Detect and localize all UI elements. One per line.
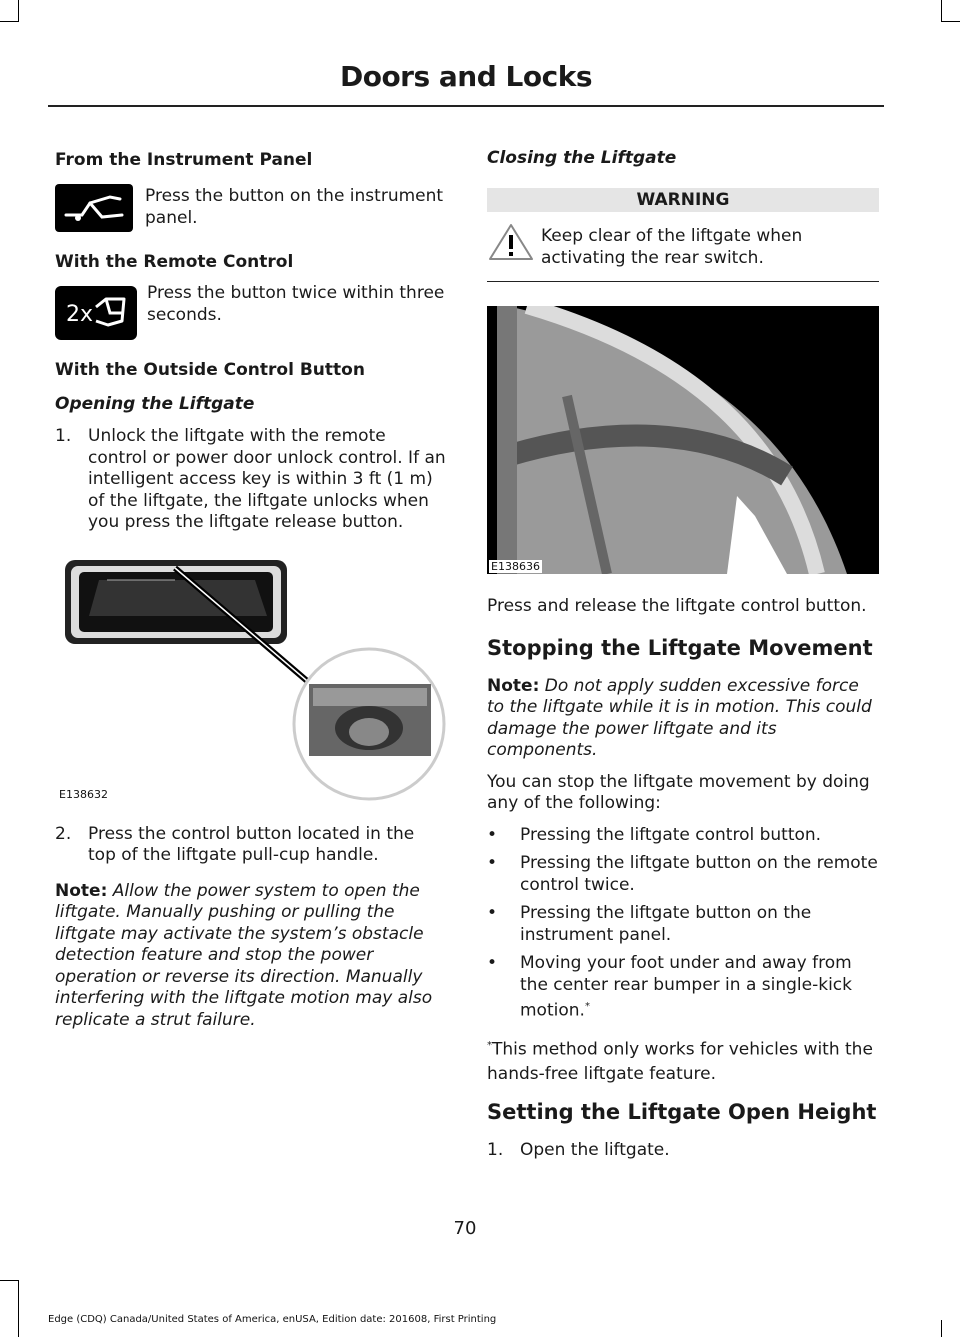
instrument-text: Press the button on the instrument panel. (145, 186, 444, 228)
figure-code: E138632 (59, 787, 108, 801)
remote-instruction (55, 283, 447, 340)
stop-intro: You can stop the liftgate movement by doing any of the following: (487, 771, 870, 813)
header-rule (48, 105, 884, 107)
list-item: • Pressing the liftgate control button. (487, 825, 879, 847)
crop-mark (941, 21, 960, 22)
remote-liftgate-icon (55, 286, 137, 340)
opening-steps (55, 426, 447, 534)
height-steps (487, 1140, 879, 1162)
handle-illustration (55, 556, 447, 808)
warning-title: WARNING (487, 188, 879, 212)
crop-mark (941, 0, 942, 22)
height-heading: Setting the Liftgate Open Height (487, 1099, 877, 1124)
warning-icon (487, 222, 535, 262)
instrument-heading: From the Instrument Panel (55, 150, 313, 170)
remote-heading: With the Remote Control (55, 252, 294, 272)
warning-text: Keep clear of the liftgate when activating the rear switch. (541, 226, 803, 268)
list-item: • Pressing the liftgate button on the instrument panel. (487, 903, 879, 946)
left-column (55, 140, 447, 1041)
stop-methods (487, 825, 879, 1023)
crop-mark (941, 1320, 942, 1337)
figure-liftgate-handle (55, 556, 447, 808)
right-column (487, 140, 879, 1175)
instrument-instruction (55, 184, 447, 232)
footnote: *This method only works for vehicles with the hands-free liftgate feature. (487, 1039, 873, 1084)
list-item: • Pressing the liftgate button on the remote control twice. (487, 853, 879, 896)
outside-heading: With the Outside Control Button (55, 360, 365, 380)
page-number: 70 (453, 1218, 477, 1239)
list-item: 1. Open the liftgate. (487, 1139, 670, 1160)
crop-mark (0, 21, 19, 22)
list-item: 1. Unlock the liftgate with the remote control or power door unlock control. If an intelligent access key is within 3 ft (1 m) of the liftgate, the liftgate unlocks when you press the liftgate release button. (55, 426, 446, 532)
warning-box (487, 222, 879, 282)
closing-heading: Closing the Liftgate (487, 148, 677, 168)
opening-steps-continued (55, 824, 447, 867)
remote-icon-label: 2x (66, 302, 94, 327)
stopping-heading: Stopping the Liftgate Movement (487, 635, 873, 660)
crop-mark (18, 1280, 19, 1337)
footnote-marker: * (584, 1001, 590, 1012)
closing-text: Press and release the liftgate control button. (487, 596, 867, 616)
crop-mark (18, 0, 19, 22)
note: Note: Do not apply sudden excessive force to the liftgate while it is in motion. This could damage the power liftgate and its components. (487, 675, 872, 760)
list-item: • Moving your foot under and away from the center rear bumper in a single-kick motion.* (487, 953, 879, 1022)
liftgate-button-illustration (487, 306, 879, 574)
note: Note: Allow the power system to open the liftgate. Manually pushing or pulling the liftgate may activate the system’s obstacle detection feature and stop the power operation or reverse its direction. Manually interfering with the liftgate motion may also replicate a strut failure. (55, 880, 433, 1030)
liftgate-icon (55, 184, 133, 232)
page-title: Doors and Locks (339, 60, 592, 93)
list-item: 2. Press the control button located in the top of the liftgate pull-cup handle. (55, 823, 415, 865)
edition-info: Edge (CDQ) Canada/United States of America, enUSA, Edition date: 201608, First Printing (48, 1314, 497, 1325)
remote-text: Press the button twice within three seconds. (147, 283, 445, 325)
figure-liftgate-button (487, 306, 879, 574)
crop-mark (0, 1280, 19, 1281)
opening-heading: Opening the Liftgate (55, 394, 255, 414)
figure-code: E138636 (491, 560, 540, 573)
